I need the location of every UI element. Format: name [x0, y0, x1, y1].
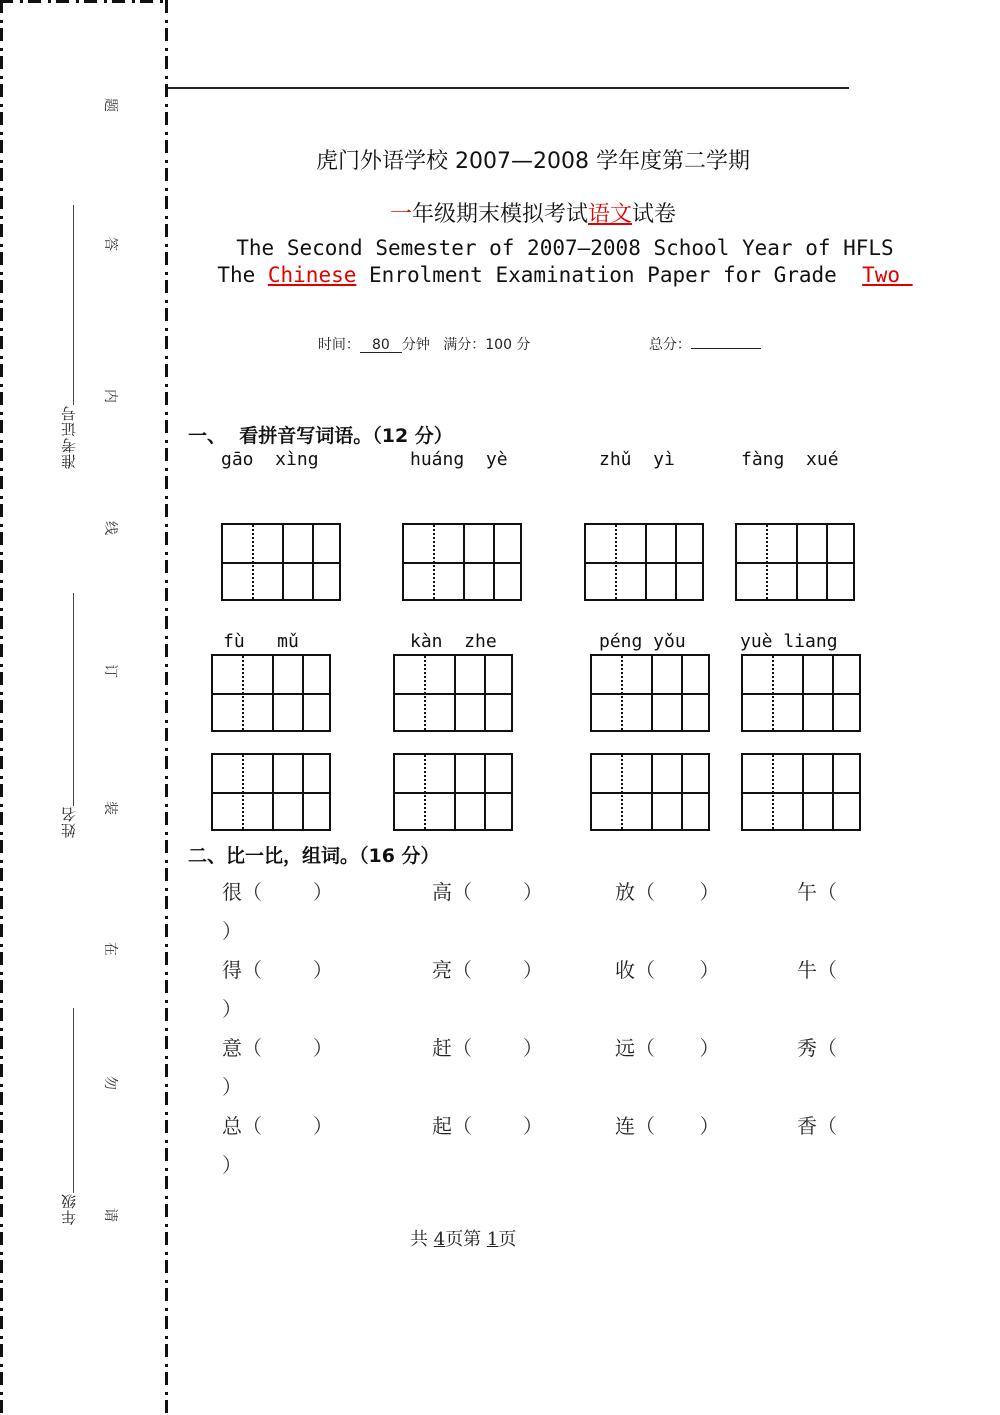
time-unit: 分钟: [401, 337, 430, 353]
word-item: 牛（: [797, 958, 837, 982]
total-pages: 4: [433, 1229, 446, 1250]
word-item: 远（ ）: [615, 1036, 720, 1060]
english-title-line1: The Second Semester of 2007—2008 School Year of HFLS: [236, 236, 894, 260]
subtitle-mid: 年级期末模拟考试: [411, 202, 588, 227]
full-score: 满分：100 分: [443, 337, 531, 353]
word-item: 高（ ）: [432, 880, 543, 904]
school-title: 虎门外语学校 2007—2008 学年度第二学期: [316, 149, 750, 174]
binding-char-zhuang: 装: [102, 801, 118, 815]
exam-meta: [309, 318, 530, 354]
top-edge-dashdot-border: [0, 0, 168, 3]
time-value: 80: [360, 338, 402, 353]
binding-char-da: 答: [102, 237, 118, 251]
writing-box[interactable]: [741, 654, 861, 732]
name-label: 姓名: [60, 806, 78, 838]
writing-box[interactable]: [402, 523, 522, 601]
exam-subtitle: [0, 197, 1000, 228]
pinyin-yueliang: yuè liang: [740, 631, 838, 652]
word-item: 秀（: [797, 1036, 837, 1060]
writing-box[interactable]: [221, 523, 341, 601]
footer-mid: 页第: [445, 1229, 487, 1250]
binding-char-ti: 题: [102, 98, 118, 112]
writing-box[interactable]: [741, 753, 861, 831]
pinyin-fumu: fù mǔ: [223, 631, 299, 652]
page-footer: [410, 1225, 516, 1251]
word-item: 起（ ）: [432, 1114, 543, 1138]
english-title-line2: [150, 263, 980, 287]
grade-underline: [73, 1008, 74, 1193]
exam-number-underline: [73, 205, 74, 405]
time-label: 时间：: [317, 337, 360, 353]
section1-title: 一、 看拼音写词语。（12 分）: [188, 425, 453, 447]
word-item: 放（ ）: [615, 880, 720, 904]
word-item: 午（: [797, 880, 837, 904]
wrapped-close-paren: ）: [222, 919, 242, 943]
binding-char-nei: 内: [102, 389, 118, 403]
total-score: [640, 318, 761, 354]
pinyin-gaoxing: gāo xìng: [221, 449, 319, 470]
word-item: 总（ ）: [222, 1114, 333, 1138]
binding-char-qing: 请: [102, 1208, 118, 1222]
current-page: 1: [486, 1229, 499, 1250]
pinyin-pengyou: péng yǒu: [599, 631, 686, 652]
wrapped-close-paren: ）: [222, 1075, 242, 1099]
binding-char-ding: 订: [102, 664, 118, 678]
word-item: 得（ ）: [222, 958, 333, 982]
word-item: 意（ ）: [222, 1036, 333, 1060]
wrapped-close-paren: ）: [222, 1153, 242, 1177]
writing-box[interactable]: [590, 654, 710, 732]
pinyin-huangye: huáng yè: [410, 449, 508, 470]
subject-name: 语文: [588, 202, 633, 227]
english-line2-mid: Enrolment Examination Paper for Grade: [356, 263, 863, 287]
total-score-field[interactable]: [691, 334, 761, 349]
pinyin-fangxue: fàng xué: [741, 449, 839, 470]
writing-box[interactable]: [211, 753, 331, 831]
binding-char-wu: 勿: [102, 1076, 118, 1090]
writing-box[interactable]: [211, 654, 331, 732]
writing-box[interactable]: [393, 753, 513, 831]
subtitle-suffix: 试卷: [632, 202, 677, 227]
word-item: 连（ ）: [615, 1114, 720, 1138]
binding-char-xian: 线: [102, 521, 118, 535]
exam-number-label: 准考证号: [60, 405, 78, 469]
name-underline: [73, 593, 74, 806]
grade-label: 年级: [60, 1193, 78, 1225]
word-item: 香（: [797, 1114, 837, 1138]
writing-box[interactable]: [393, 654, 513, 732]
grade-number: 一: [389, 202, 412, 227]
section2-title: 二、比一比，组词。（16 分）: [188, 845, 440, 867]
english-grade: Two: [862, 263, 913, 287]
pinyin-kanzhe: kàn zhe: [410, 631, 497, 652]
english-line2-prefix: The: [217, 263, 268, 287]
english-subject: Chinese: [267, 263, 357, 287]
total-score-label: 总分：: [648, 337, 691, 353]
word-item: 赶（ ）: [432, 1036, 543, 1060]
footer-suffix: 页: [498, 1229, 517, 1250]
header-rule: [168, 87, 849, 89]
binding-char-zai: 在: [102, 942, 118, 956]
writing-box[interactable]: [735, 523, 855, 601]
pinyin-zhuyi: zhǔ yì: [599, 449, 675, 470]
footer-prefix: 共: [410, 1229, 434, 1250]
writing-box[interactable]: [584, 523, 704, 601]
word-item: 亮（ ）: [432, 958, 543, 982]
writing-box[interactable]: [590, 753, 710, 831]
word-item: 收（ ）: [615, 958, 720, 982]
word-item: 很（ ）: [222, 880, 333, 904]
wrapped-close-paren: ）: [222, 997, 242, 1021]
